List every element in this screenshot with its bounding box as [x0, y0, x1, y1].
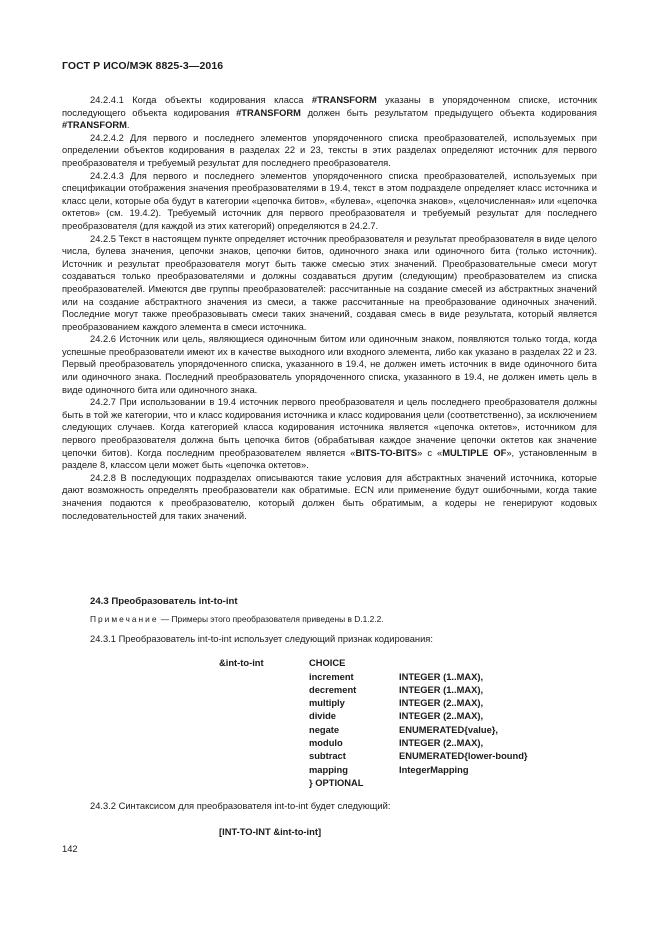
text-run: 24.2.5 Текст в настоящем пункте определяет источник преобразователя и результат преобразователя в виде целого числа, булева значения, цепочки знаков, цепочки битов, одиночного знака или одиночного бита (только источник). Источник и результат преобразователя могут быть также смесью этих значений. Преобразовательные смеси могут создаваться только преобразователями и должны создаваться другим (следующим) преобразователем из списка преобразователей. Имеются две группы преобразователей: рассчитанные на создание смесей из абстрактных значений или на создание абстрактного значения из смеси, а также рассчитанные на преобразование одиночных значений. Последние могут также преобразовывать смеси таких значений, создавая смесь в виде результата, который является преобразованием каждого элемента в смеси источника.: [62, 233, 597, 332]
code-closing: } OPTIONAL: [309, 777, 364, 788]
code-type: ENUMERATED{value},: [399, 724, 498, 735]
paragraph-2427: [62, 396, 597, 472]
code-type: IntegerMapping: [399, 764, 469, 775]
code-type: INTEGER (2..MAX),: [399, 738, 484, 748]
code-row: [0, 737, 600, 750]
code-field: decrement: [309, 684, 357, 695]
bold-term: #TRANSFORM: [62, 120, 127, 131]
code-type: INTEGER (2..MAX),: [399, 711, 484, 722]
code-field: modulo: [309, 738, 343, 748]
paragraph-24241: [62, 94, 597, 132]
text-run: 24.2.7 При использовании в 19.4 источник первого преобразователя и цель последнего преобразователя должны быть в той же категории, что и класс кодирования источника и класс кодирования цели (соответственно), за исключением следующих случаев. Когда категорией класса кодирования источника является «цепочка октетов», источником для первого преобразователя должна быть цепочка битов (обрабатывая каждое значение цепочки октетов как значение цепочки битов). Когда последним преобразователем является «: [62, 397, 597, 458]
code-row: [0, 697, 600, 710]
code-header-row: [0, 657, 600, 670]
code-field: subtract: [309, 751, 346, 762]
code-name: &int-to-int: [219, 658, 264, 668]
text-run: должен быть результатом предыдущего объекта кодирования: [300, 107, 597, 118]
bold-term: BITS-TO-BITS: [355, 447, 418, 458]
code-row: [0, 750, 600, 763]
code-row: [0, 724, 600, 737]
paragraph-2426: [62, 333, 597, 396]
code-type: INTEGER (1..MAX),: [399, 684, 484, 695]
paragraph-2428: [62, 472, 597, 522]
code-type: INTEGER (2..MAX),: [399, 698, 484, 709]
code-closing-row: [0, 777, 600, 790]
text-run: », установленным в разделе 8, классом цели может быть «цепочка октетов».: [62, 447, 597, 471]
bold-term: MULTIPLE OF: [442, 447, 507, 458]
note: [90, 614, 384, 624]
page-number: 142: [62, 844, 78, 854]
code-type: INTEGER (1..MAX),: [399, 671, 484, 682]
code-row: [0, 764, 600, 777]
section-heading-24-3: 24.3 Преобразователь int-to-int: [90, 596, 238, 607]
code-field: mapping: [309, 764, 348, 775]
text-run: указаны в упорядоченном списке, источник последующего объекта кодирования: [62, 95, 597, 118]
text-run: 24.2.4.2 Для первого и последнего элементов упорядоченного списка преобразователей, используемых при определении объектов кодирования в разделах 22 и 23, тексты в этих разделах определяют источник для первого преобразователя и требуемый результат для последнего преобразователя.: [62, 132, 597, 168]
code-row: [0, 671, 600, 684]
bold-term: #TRANSFORM: [236, 107, 301, 118]
note-text: Примеры этого преобразователя приведены в D.1.2.2.: [171, 614, 384, 624]
code-field: increment: [309, 671, 354, 682]
code-field: multiply: [309, 698, 345, 709]
text-run: 24.2.6 Источник или цель, являющиеся одиночным битом или одиночным знаком, появляются только тогда, когда успешные преобразователи имеют их в качестве выходного или входного элемента, либо как указано в разделах 22 и 23. Первый преобразователь упорядоченного списка, указанного в 19.4, не должен иметь источник в виде одиночного бита или одиночного знака. Последний преобразователь упорядоченного списка, указанного в 19.4, не должен иметь цель в виде одиночного бита или одиночного знака.: [62, 334, 597, 395]
code-row: [0, 710, 600, 723]
page-header-title: ГОСТ Р ИСО/МЭК 8825-3—2016: [62, 60, 224, 72]
paragraph-24-3-1: 24.3.1 Преобразователь int-to-int использует следующий признак кодирования:: [90, 634, 433, 644]
code-field: divide: [309, 711, 337, 722]
code-keyword: CHOICE: [309, 658, 346, 668]
main-text: [62, 94, 597, 522]
text-run: 24.2.4.3 Для первого и последнего элементов упорядоченного списка преобразователей, используемых при спецификации отображения значения преобразователями в 19.4, текст в этом подразделе определяет класс источника и класс цели, которые оба будут в категории «цепочка битов», «булева», «цепочка знаков», «целочисленная» или «цепочка октетов» (см. 19.4.2). Требуемый источник для первого преобразователя и требуемый результат для последнего преобразователя (для каждой из этих категорий) определяются в 24.2.7.: [62, 170, 597, 231]
code-type: ENUMERATED{lower-bound}: [399, 751, 528, 762]
bold-term: #TRANSFORM: [311, 95, 377, 105]
text-run: .: [126, 120, 130, 131]
code-row: [0, 684, 600, 697]
paragraph-24243: [62, 170, 597, 233]
text-run: 24.2.8 В последующих подразделах описываются такие условия для абстрактных значений источника, которые дают возможность определять преобразователи как обратимые. ECN или применение будут ошибочными, когда такие значения подаются к преобразователю, который должен быть обратимым, а кодеры не генерируют кодовых последовательностей для таких значений.: [62, 472, 597, 521]
note-label: Примечание: [90, 614, 159, 624]
paragraph-2425: [62, 233, 597, 334]
paragraph-24-3-2: 24.3.2 Синтаксисом для преобразователя int-to-int будет следующий:: [90, 801, 391, 811]
syntax-definition: [INT-TO-INT &int-to-int]: [219, 827, 322, 837]
code-field: negate: [309, 724, 340, 735]
text-run: 24.2.4.1 Когда объекты кодирования класса: [90, 95, 312, 105]
text-run: » с «: [417, 447, 443, 458]
note-dash: —: [158, 614, 172, 624]
paragraph-24242: [62, 132, 597, 170]
